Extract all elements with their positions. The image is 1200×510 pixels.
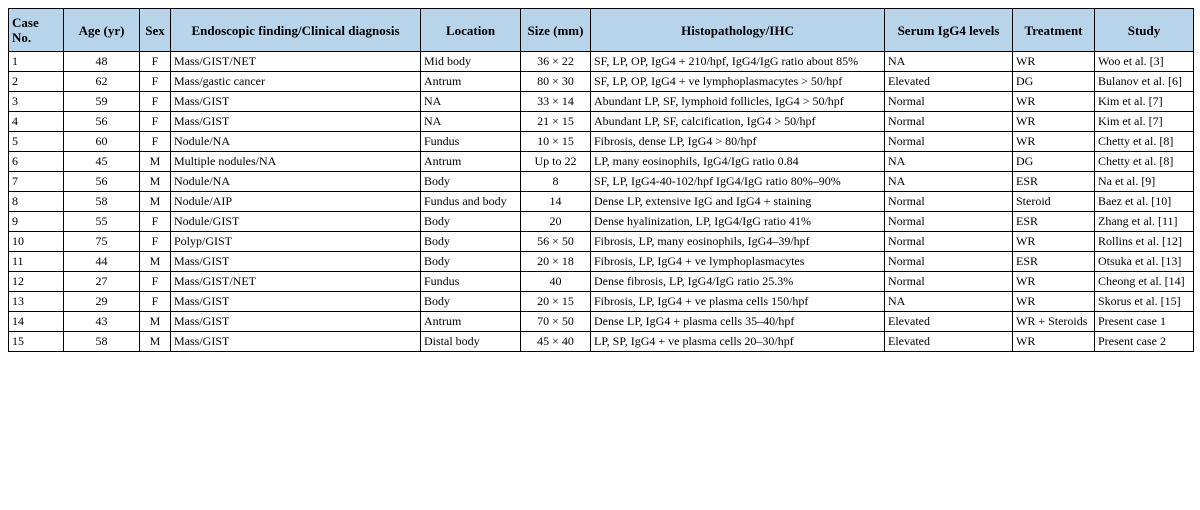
cell-study: Otsuka et al. [13] <box>1095 252 1194 272</box>
cell-study: Rollins et al. [12] <box>1095 232 1194 252</box>
header-size: Size (mm) <box>521 9 591 52</box>
cell-treatment: ESR <box>1013 212 1095 232</box>
cell-sex: F <box>140 272 171 292</box>
cell-size: 20 × 15 <box>521 292 591 312</box>
cell-case-no: 14 <box>9 312 64 332</box>
cell-case-no: 9 <box>9 212 64 232</box>
table-row <box>9 272 1194 292</box>
cell-location: Body <box>421 252 521 272</box>
cell-endoscopic-finding: Mass/GIST/NET <box>171 52 421 72</box>
cell-size: 33 × 14 <box>521 92 591 112</box>
cell-age: 62 <box>64 72 140 92</box>
cell-age: 56 <box>64 172 140 192</box>
table-row <box>9 332 1194 352</box>
table-body <box>9 52 1194 352</box>
case-table <box>8 8 1194 352</box>
cell-histopathology: Dense LP, IgG4 + plasma cells 35–40/hpf <box>591 312 885 332</box>
cell-study: Bulanov et al. [6] <box>1095 72 1194 92</box>
cell-age: 58 <box>64 332 140 352</box>
cell-size: 10 × 15 <box>521 132 591 152</box>
table-row <box>9 52 1194 72</box>
header-sex: Sex <box>140 9 171 52</box>
header-endoscopic-finding: Endoscopic finding/Clinical diagnosis <box>171 9 421 52</box>
cell-case-no: 10 <box>9 232 64 252</box>
header-case-no: Case No. <box>9 9 64 52</box>
cell-sex: F <box>140 92 171 112</box>
cell-location: Antrum <box>421 312 521 332</box>
cell-age: 55 <box>64 212 140 232</box>
cell-serum-igg4: NA <box>885 292 1013 312</box>
cell-size: 20 × 18 <box>521 252 591 272</box>
cell-age: 43 <box>64 312 140 332</box>
cell-study: Kim et al. [7] <box>1095 92 1194 112</box>
table-row <box>9 92 1194 112</box>
cell-sex: F <box>140 292 171 312</box>
cell-sex: F <box>140 132 171 152</box>
cell-case-no: 2 <box>9 72 64 92</box>
cell-treatment: DG <box>1013 152 1095 172</box>
cell-treatment: WR <box>1013 92 1095 112</box>
cell-endoscopic-finding: Multiple nodules/NA <box>171 152 421 172</box>
cell-serum-igg4: Normal <box>885 132 1013 152</box>
cell-serum-igg4: Normal <box>885 92 1013 112</box>
cell-treatment: WR <box>1013 292 1095 312</box>
cell-age: 59 <box>64 92 140 112</box>
table-row <box>9 192 1194 212</box>
cell-case-no: 12 <box>9 272 64 292</box>
cell-treatment: WR <box>1013 52 1095 72</box>
cell-sex: M <box>140 252 171 272</box>
cell-sex: M <box>140 192 171 212</box>
cell-age: 48 <box>64 52 140 72</box>
cell-age: 27 <box>64 272 140 292</box>
cell-treatment: WR <box>1013 332 1095 352</box>
table-row <box>9 132 1194 152</box>
header-histopathology: Histopathology/IHC <box>591 9 885 52</box>
cell-study: Chetty et al. [8] <box>1095 132 1194 152</box>
cell-endoscopic-finding: Mass/GIST <box>171 292 421 312</box>
cell-treatment: WR <box>1013 112 1095 132</box>
cell-case-no: 1 <box>9 52 64 72</box>
cell-serum-igg4: Normal <box>885 232 1013 252</box>
cell-treatment: WR <box>1013 272 1095 292</box>
cell-study: Skorus et al. [15] <box>1095 292 1194 312</box>
cell-case-no: 8 <box>9 192 64 212</box>
cell-size: 20 <box>521 212 591 232</box>
cell-treatment: ESR <box>1013 172 1095 192</box>
cell-sex: F <box>140 112 171 132</box>
cell-serum-igg4: Elevated <box>885 312 1013 332</box>
cell-endoscopic-finding: Nodule/NA <box>171 132 421 152</box>
cell-treatment: ESR <box>1013 252 1095 272</box>
cell-serum-igg4: NA <box>885 152 1013 172</box>
cell-serum-igg4: Normal <box>885 192 1013 212</box>
cell-serum-igg4: NA <box>885 172 1013 192</box>
cell-age: 75 <box>64 232 140 252</box>
cell-study: Woo et al. [3] <box>1095 52 1194 72</box>
cell-endoscopic-finding: Nodule/AIP <box>171 192 421 212</box>
cell-sex: M <box>140 312 171 332</box>
cell-location: NA <box>421 112 521 132</box>
cell-histopathology: Dense LP, extensive IgG and IgG4 + staining <box>591 192 885 212</box>
cell-study: Chetty et al. [8] <box>1095 152 1194 172</box>
cell-histopathology: SF, LP, IgG4-40-102/hpf IgG4/IgG ratio 80%–90% <box>591 172 885 192</box>
table-row <box>9 152 1194 172</box>
cell-sex: F <box>140 52 171 72</box>
table-row <box>9 112 1194 132</box>
cell-endoscopic-finding: Mass/gastic cancer <box>171 72 421 92</box>
cell-size: 8 <box>521 172 591 192</box>
cell-age: 58 <box>64 192 140 212</box>
cell-serum-igg4: Elevated <box>885 72 1013 92</box>
cell-study: Na et al. [9] <box>1095 172 1194 192</box>
cell-endoscopic-finding: Nodule/GIST <box>171 212 421 232</box>
cell-study: Zhang et al. [11] <box>1095 212 1194 232</box>
cell-treatment: WR <box>1013 132 1095 152</box>
cell-study: Present case 1 <box>1095 312 1194 332</box>
cell-endoscopic-finding: Polyp/GIST <box>171 232 421 252</box>
cell-endoscopic-finding: Mass/GIST <box>171 92 421 112</box>
cell-histopathology: Fibrosis, dense LP, IgG4 > 80/hpf <box>591 132 885 152</box>
cell-age: 44 <box>64 252 140 272</box>
cell-case-no: 6 <box>9 152 64 172</box>
cell-size: 14 <box>521 192 591 212</box>
table-row <box>9 312 1194 332</box>
cell-histopathology: Fibrosis, LP, many eosinophils, IgG4–39/hpf <box>591 232 885 252</box>
cell-location: Fundus <box>421 272 521 292</box>
table-row <box>9 252 1194 272</box>
header-serum-igg4: Serum IgG4 levels <box>885 9 1013 52</box>
table-row <box>9 72 1194 92</box>
cell-serum-igg4: Elevated <box>885 332 1013 352</box>
cell-endoscopic-finding: Mass/GIST <box>171 332 421 352</box>
cell-histopathology: Abundant LP, SF, calcification, IgG4 > 50/hpf <box>591 112 885 132</box>
cell-size: 56 × 50 <box>521 232 591 252</box>
cell-histopathology: Dense hyalinization, LP, IgG4/IgG ratio 41% <box>591 212 885 232</box>
cell-sex: F <box>140 212 171 232</box>
cell-location: Antrum <box>421 72 521 92</box>
cell-treatment: Steroid <box>1013 192 1095 212</box>
cell-location: Body <box>421 172 521 192</box>
cell-sex: M <box>140 172 171 192</box>
cell-endoscopic-finding: Mass/GIST/NET <box>171 272 421 292</box>
cell-case-no: 3 <box>9 92 64 112</box>
header-location: Location <box>421 9 521 52</box>
cell-location: NA <box>421 92 521 112</box>
cell-study: Present case 2 <box>1095 332 1194 352</box>
cell-histopathology: Abundant LP, SF, lymphoid follicles, IgG4 > 50/hpf <box>591 92 885 112</box>
cell-size: 21 × 15 <box>521 112 591 132</box>
cell-histopathology: SF, LP, OP, IgG4 + 210/hpf, IgG4/IgG ratio about 85% <box>591 52 885 72</box>
cell-case-no: 4 <box>9 112 64 132</box>
cell-case-no: 13 <box>9 292 64 312</box>
cell-location: Mid body <box>421 52 521 72</box>
cell-location: Fundus and body <box>421 192 521 212</box>
cell-serum-igg4: Normal <box>885 212 1013 232</box>
cell-histopathology: Dense fibrosis, LP, IgG4/IgG ratio 25.3% <box>591 272 885 292</box>
cell-age: 45 <box>64 152 140 172</box>
cell-size: 40 <box>521 272 591 292</box>
cell-size: 45 × 40 <box>521 332 591 352</box>
table-container <box>8 8 1194 352</box>
cell-sex: F <box>140 232 171 252</box>
cell-histopathology: LP, SP, IgG4 + ve plasma cells 20–30/hpf <box>591 332 885 352</box>
cell-serum-igg4: Normal <box>885 252 1013 272</box>
cell-size: 80 × 30 <box>521 72 591 92</box>
cell-size: Up to 22 <box>521 152 591 172</box>
cell-serum-igg4: Normal <box>885 112 1013 132</box>
cell-case-no: 11 <box>9 252 64 272</box>
cell-location: Body <box>421 212 521 232</box>
table-row <box>9 292 1194 312</box>
cell-histopathology: LP, many eosinophils, IgG4/IgG ratio 0.84 <box>591 152 885 172</box>
cell-case-no: 15 <box>9 332 64 352</box>
table-row <box>9 172 1194 192</box>
cell-histopathology: SF, LP, OP, IgG4 + ve lymphoplasmacytes > 50/hpf <box>591 72 885 92</box>
cell-case-no: 7 <box>9 172 64 192</box>
cell-location: Body <box>421 232 521 252</box>
table-row <box>9 212 1194 232</box>
cell-study: Cheong et al. [14] <box>1095 272 1194 292</box>
cell-location: Fundus <box>421 132 521 152</box>
cell-size: 70 × 50 <box>521 312 591 332</box>
cell-serum-igg4: Normal <box>885 272 1013 292</box>
cell-size: 36 × 22 <box>521 52 591 72</box>
header-age: Age (yr) <box>64 9 140 52</box>
cell-histopathology: Fibrosis, LP, IgG4 + ve lymphoplasmacytes <box>591 252 885 272</box>
cell-endoscopic-finding: Mass/GIST <box>171 252 421 272</box>
cell-serum-igg4: NA <box>885 52 1013 72</box>
cell-sex: M <box>140 332 171 352</box>
cell-treatment: WR + Steroids <box>1013 312 1095 332</box>
cell-location: Antrum <box>421 152 521 172</box>
cell-sex: M <box>140 152 171 172</box>
cell-location: Distal body <box>421 332 521 352</box>
cell-endoscopic-finding: Mass/GIST <box>171 112 421 132</box>
cell-age: 29 <box>64 292 140 312</box>
cell-treatment: DG <box>1013 72 1095 92</box>
cell-location: Body <box>421 292 521 312</box>
cell-case-no: 5 <box>9 132 64 152</box>
header-treatment: Treatment <box>1013 9 1095 52</box>
cell-sex: F <box>140 72 171 92</box>
header-study: Study <box>1095 9 1194 52</box>
cell-study: Baez et al. [10] <box>1095 192 1194 212</box>
cell-age: 56 <box>64 112 140 132</box>
cell-age: 60 <box>64 132 140 152</box>
cell-treatment: WR <box>1013 232 1095 252</box>
cell-histopathology: Fibrosis, LP, IgG4 + ve plasma cells 150/hpf <box>591 292 885 312</box>
header-row <box>9 9 1194 52</box>
cell-endoscopic-finding: Nodule/NA <box>171 172 421 192</box>
table-row <box>9 232 1194 252</box>
cell-endoscopic-finding: Mass/GIST <box>171 312 421 332</box>
cell-study: Kim et al. [7] <box>1095 112 1194 132</box>
